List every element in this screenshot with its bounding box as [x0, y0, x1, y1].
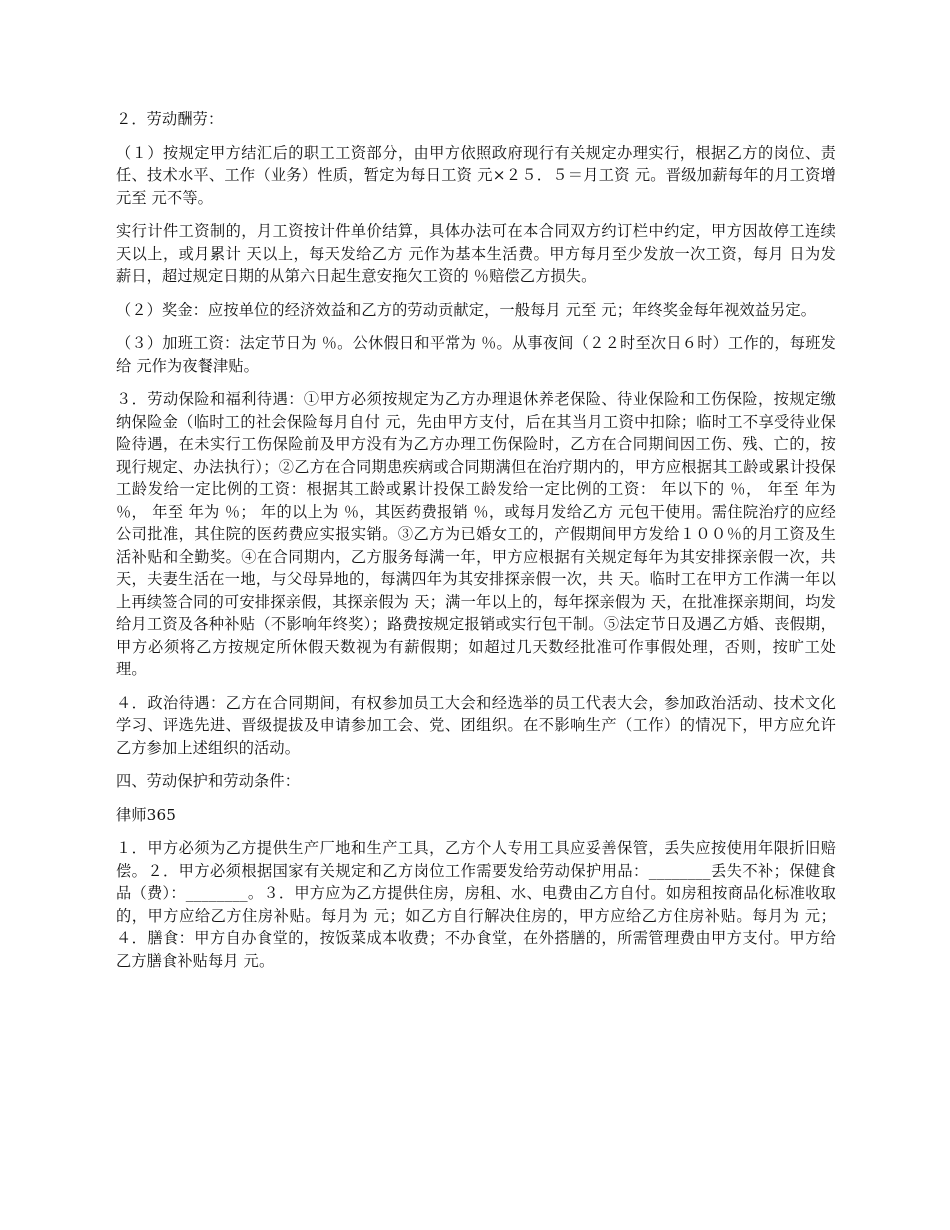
paragraph-insurance-welfare: ３．劳动保险和福利待遇：①甲方必须按规定为乙方办理退休养老保险、待业保险和工伤保险，按规定缴纳保险金（临时工的社会保险每月自付 元，先由甲方支付，后在其当月工资中扣除；临时工不享受待业保险待遇，在未实行工伤保险前及甲方没有为乙方办理工伤保险时，乙方在合同期间因工伤、残、亡的，按现行规定、办法执行）；②乙方在合同期患疾病或合同期满但在治疗期内的，甲方应根据其工龄或累计投保工龄发给一定比例的工资：根据其工龄或累计投保工龄发给一定比例的工资： 年以下的 ％， 年至 年为 ％， 年至 年为 ％； 年的以上为 ％，其医药费报销 ％，或每月发给乙方 元包干使用。需住院治疗的应经公司批准，其住院的医药费应实报实销。③乙方为已婚女工的，产假期间甲方发给１００％的月工资及生活补贴和全勤奖。④在合同期内，乙方服务每满一年，甲方应根据有关规定每年为其安排探亲假一次，共 天，夫妻生活在一地，与父母异地的，每满四年为其安排探亲假一次，共 天。临时工在甲方工作满一年以上再续签合同的可安排探亲假，其探亲假为 天；满一年以上的，每年探亲假为 天，在批准探亲期间，均发给月工资及各种补贴（不影响年终奖）；路费按规定报销或实行包干制。⑤法定节日及遇乙方婚、丧假期，甲方必须将乙方按规定所休假天数视为有薪假期；如超过几天数经批准可作事假处理，否则，按旷工处理。 [116, 390, 836, 678]
paragraph-daily-wage: （１）按规定甲方结汇后的职工工资部分，由甲方依照政府现行有关规定办理实行，根据乙方的岗位、责任、技术水平、工作（业务）性质，暂定为每日工资 元×２５．５＝月工资 元。晋级加薪每年的月工资增 元至 元不等。 [116, 143, 836, 207]
paragraph-political-treatment: ４．政治待遇：乙方在合同期间，有权参加员工大会和经选举的员工代表大会，参加政治活动、技术文化学习、评选先进、晋级提拔及申请参加工会、党、团组织。在不影响生产（工作）的情况下，甲方应允许乙方参加上述组织的活动。 [116, 693, 836, 757]
paragraph-piecework-wage: 实行计件工资制的，月工资按计件单价结算，具体办法可在本合同双方约订栏中约定，甲方因故停工连续 天以上，或月累计 天以上，每天发给乙方 元作为基本生活费。甲方每月至少发放一次工资，每月 日为发薪日，超过规定日期的从第六日起生意安拖欠工资的 ％赔偿乙方损失。 [116, 222, 836, 285]
paragraph-working-conditions: １．甲方必须为乙方提供生产厂地和生产工具，乙方个人专用工具应妥善保管，丢失应按使用年限折旧赔偿。２．甲方必须根据国家有关规定和乙方岗位工作需要发给劳动保护用品：________丢失不补；保健食品（费）：________。３．甲方应为乙方提供住房，房租、水、电费由乙方自付。如房租按商品化标准收取的，甲方应给乙方住房补贴。每月为 元；如乙方自行解决住房的，甲方应给乙方住房补贴。每月为 元； ４．膳食：甲方自办食堂的，按饭菜成本收费；不办食堂，在外搭膳的，所需管理费由甲方支付。甲方给乙方膳食补贴每月 元。 [116, 839, 836, 970]
watermark-text: 律师365 [116, 805, 177, 824]
paragraph-overtime: （３）加班工资：法定节日为 ％。公休假日和平常为 ％。从事夜间（２２时至次日６时）工作的，每班发给 元作为夜餐津贴。 [116, 334, 836, 375]
document-body [116, 108, 836, 983]
paragraph-bonus: （２）奖金：应按单位的经济效益和乙方的劳动贡献定，一般每月 元至 元；年终奖金每年视效益另定。 [116, 300, 817, 319]
section-heading-remuneration: ２．劳动酬劳： [116, 110, 224, 128]
section-heading-labor-protection: 四、劳动保护和劳动条件： [116, 772, 301, 790]
